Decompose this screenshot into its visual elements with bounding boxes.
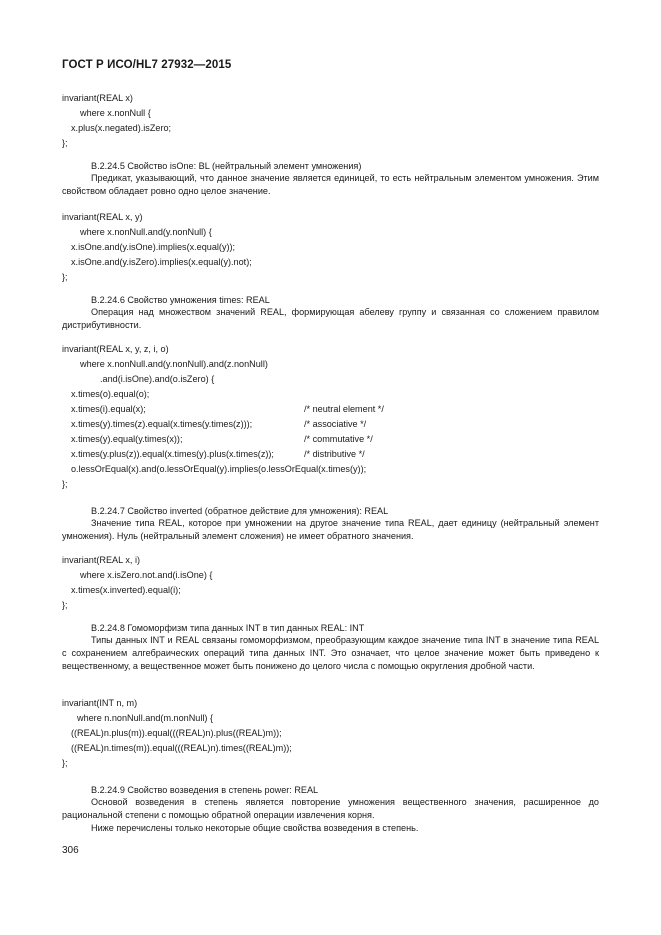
code-comment: /* neutral element */ xyxy=(304,404,384,414)
code-line: }; xyxy=(62,758,68,768)
code-line: x.times(x.inverted).equal(i); xyxy=(71,585,181,595)
code-line: ((REAL)n.plus(m)).equal(((REAL)n).plus((REAL)m)); xyxy=(71,728,282,738)
code-line: invariant(REAL x, y) xyxy=(62,212,143,222)
code-line: x.times(y).times(z).equal(x.times(y.times(z))); xyxy=(71,419,253,429)
paragraph: Ниже перечислены только некоторые общие свойства возведения в степень. xyxy=(91,823,419,833)
code-line: ((REAL)n.times(m)).equal(((REAL)n).times((REAL)m)); xyxy=(71,743,292,753)
code-line: where x.nonNull { xyxy=(80,108,151,118)
paragraph: Типы данных INT и REAL связаны гомоморфизмом, преобразующим каждое значение типа INT в значение типа REAL с сохранением алгебраических операций типа данных INT. Это означает, что целое значение может быть приведено к вещественному, а вещественное может быть понижено до целого числа с помощью округления дробной части. xyxy=(62,635,599,671)
code-line: x.times(y.plus(z)).equal(x.times(y).plus(x.times(z)); xyxy=(71,449,274,459)
code-line: x.isOne.and(y.isZero).implies(x.equal(y).not); xyxy=(71,257,252,267)
code-line: }; xyxy=(62,272,68,282)
code-line: x.plus(x.negated).isZero; xyxy=(71,123,172,133)
code-line: x.times(o).equal(o); xyxy=(71,389,150,399)
code-comment: /* associative */ xyxy=(304,419,367,429)
paragraph: Основой возведения в степень является повторение умножения вещественного значения, расширенное до рациональной степени с помощью обратной операции извлечения корня. xyxy=(62,797,599,820)
code-comment: /* distributive */ xyxy=(304,449,365,459)
code-comment: /* commutative */ xyxy=(304,434,373,444)
section-heading: B.2.24.6 Свойство умножения times: REAL xyxy=(91,295,270,305)
code-line: }; xyxy=(62,600,68,610)
section-heading: B.2.24.7 Свойство inverted (обратное действие для умножения): REAL xyxy=(91,506,389,516)
section-heading: B.2.24.8 Гомоморфизм типа данных INT в тип данных REAL: INT xyxy=(91,623,365,633)
code-line: x.isOne.and(y.isOne).implies(x.equal(y)); xyxy=(71,242,236,252)
document-header-standard-number: ГОСТ Р ИСО/HL7 27932—2015 xyxy=(62,59,232,71)
code-line: where n.nonNull.and(m.nonNull) { xyxy=(77,713,213,723)
section-heading: B.2.24.5 Свойство isOne: BL (нейтральный элемент умножения) xyxy=(91,161,362,171)
code-line: invariant(REAL x, y, z, i, o) xyxy=(62,344,169,354)
paragraph: Операция над множеством значений REAL, формирующая абелеву группу и связанная со сложением правилом дистрибутивности. xyxy=(62,307,599,330)
code-line: where x.nonNull.and(y.nonNull).and(z.nonNull) xyxy=(80,359,268,369)
code-line: invariant(REAL x, i) xyxy=(62,555,140,565)
code-line: invariant(INT n, m) xyxy=(62,698,138,708)
code-line: where x.nonNull.and(y.nonNull) { xyxy=(80,227,212,237)
code-line: .and(i.isOne).and(o.isZero) { xyxy=(100,374,215,384)
code-line: where x.isZero.not.and(i.isOne) { xyxy=(80,570,213,580)
code-line: o.lessOrEqual(x).and(o.lessOrEqual(y).implies(o.lessOrEqual(x.times(y)); xyxy=(71,464,367,474)
paragraph: Предикат, указывающий, что данное значение является единицей, то есть нейтральным элементом умножения. Этим свойством обладает ровно одно целое значение. xyxy=(62,173,599,196)
code-line: }; xyxy=(62,479,68,489)
code-line: invariant(REAL x) xyxy=(62,93,133,103)
section-heading: B.2.24.9 Свойство возведения в степень power: REAL xyxy=(91,785,319,795)
code-line: x.times(y).equal(y.times(x)); xyxy=(71,434,183,444)
code-line: x.times(i).equal(x); xyxy=(71,404,146,414)
code-line: }; xyxy=(62,138,68,148)
page-number: 306 xyxy=(62,845,79,856)
paragraph: Значение типа REAL, которое при умножении на другое значение типа REAL, дает единицу (нейтральный элемент умножения). Нуль (нейтральный элемент сложения) не имеет обратного значения. xyxy=(62,518,599,541)
